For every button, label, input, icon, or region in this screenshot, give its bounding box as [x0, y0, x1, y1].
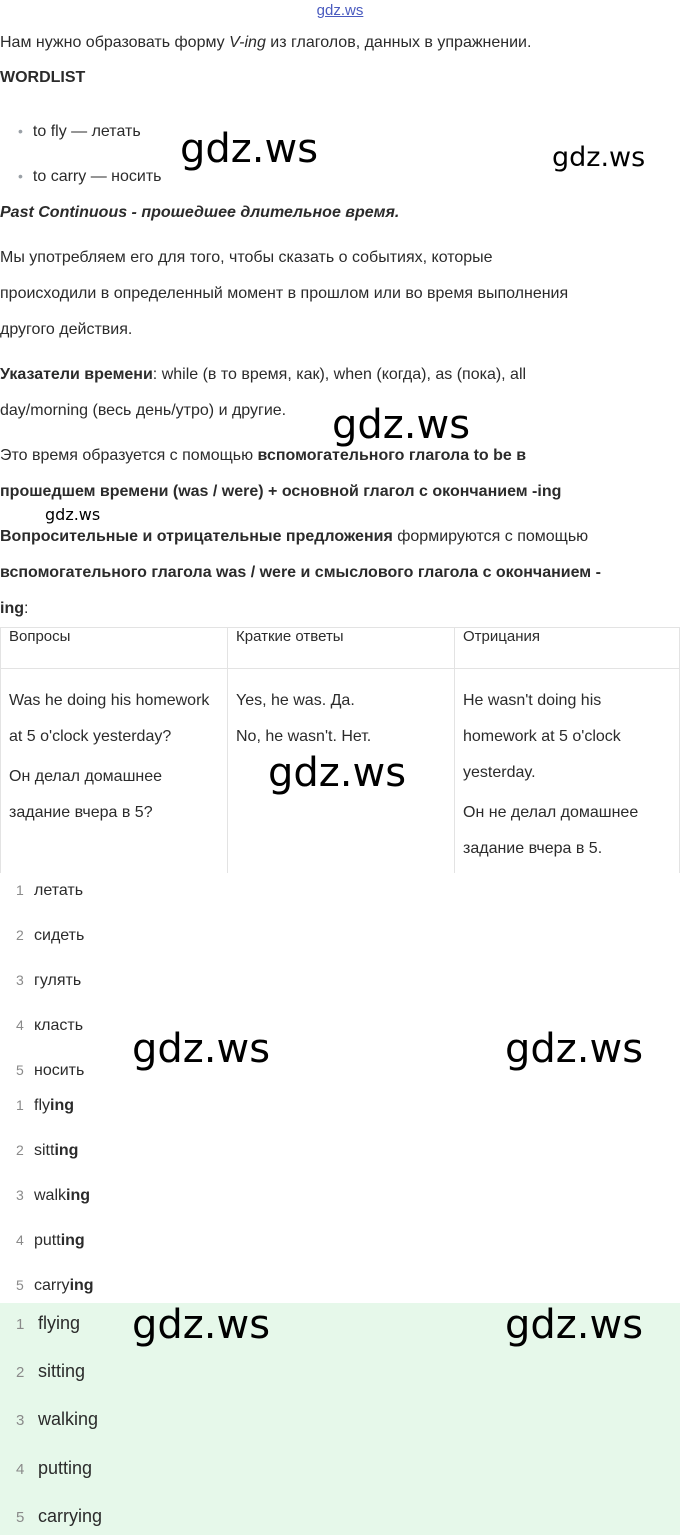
item-text: putting [38, 1458, 93, 1478]
item-number: 5 [16, 1509, 25, 1526]
usage-line: Мы употребляем его для того, чтобы сказать о событиях, которые [0, 249, 493, 266]
bullet-icon: • [18, 123, 23, 139]
item-stem: putt [34, 1232, 61, 1249]
time-markers-line [0, 365, 526, 385]
intro-text [0, 33, 531, 53]
table-header: Вопросы [1, 628, 228, 669]
questions-ing: ing [0, 600, 24, 617]
intro-prefix: Нам нужно образовать форму [0, 34, 230, 51]
usage-line: другого действия. [0, 321, 133, 338]
questions-line [0, 599, 28, 619]
time-markers-label: Указатели времени [0, 366, 153, 383]
watermark: gdz.ws [132, 1302, 271, 1348]
item-number: 1 [16, 1316, 25, 1333]
item-stem: walk [34, 1187, 67, 1204]
usage-line: происходили в определенный момент в прошлом или во время выполнения [0, 285, 569, 302]
theory-heading: Past Continuous - прошедшее длительное время. [0, 204, 400, 221]
item-number: 1 [16, 882, 24, 898]
item-number: 2 [16, 1142, 24, 1158]
cell-text: He wasn't doing his homework at 5 o'clock yesterday. [463, 692, 621, 781]
table-header-row [1, 628, 680, 669]
list-item [16, 1458, 92, 1479]
questions-line [0, 527, 588, 547]
watermark: gdz.ws [180, 126, 319, 172]
wordlist-item [18, 168, 161, 186]
watermark: gdz.ws [552, 142, 646, 173]
item-text: walking [38, 1409, 99, 1429]
item-ending: ing [60, 1232, 85, 1249]
list-item [16, 927, 84, 945]
list-item [16, 882, 83, 900]
watermark: gdz.ws [505, 1302, 644, 1348]
list-item [16, 1313, 80, 1334]
list-item [16, 1232, 85, 1250]
intro-suffix: из глаголов, данных в упражнении. [265, 34, 532, 51]
cell-text: Он делал домашнее задание вчера в 5? [9, 768, 163, 821]
item-number: 3 [16, 1187, 24, 1203]
cell-text: Yes, he was. Да. [236, 692, 355, 709]
item-number: 1 [16, 1097, 24, 1113]
item-text: сидеть [34, 927, 85, 944]
watermark: gdz.ws [45, 505, 101, 524]
item-stem: carry [34, 1277, 70, 1294]
item-ending: ing [54, 1142, 79, 1159]
item-text: гулять [34, 972, 82, 989]
table-cell [1, 669, 228, 874]
cell-text: Он не делал домашнее задание вчера в 5. [463, 804, 639, 857]
item-number: 4 [16, 1232, 24, 1248]
wordlist-title: WORDLIST [0, 69, 86, 86]
list-item [16, 1062, 84, 1080]
list-item [16, 1142, 78, 1160]
item-number: 5 [16, 1277, 24, 1293]
list-item [16, 972, 81, 990]
list-item [16, 1187, 90, 1205]
watermark: gdz.ws [268, 750, 407, 796]
table-header: Отрицания [455, 628, 680, 669]
table-cell [455, 669, 680, 874]
item-number: 2 [16, 927, 24, 943]
questions-bold: Вопросительные и отрицательные предложения [0, 528, 393, 545]
questions-rest: формируются с помощью [392, 528, 589, 545]
item-ending: ing [66, 1187, 91, 1204]
list-item [16, 1017, 83, 1035]
watermark: gdz.ws [332, 402, 471, 448]
wordlist-item-text: to carry — носить [32, 168, 162, 185]
watermark: gdz.ws [132, 1026, 271, 1072]
item-number: 5 [16, 1062, 24, 1078]
item-ending: ing [50, 1097, 74, 1114]
intro-vform: V-ing [229, 34, 266, 51]
questions-colon: : [24, 600, 29, 617]
item-text: carrying [38, 1506, 103, 1526]
item-text: носить [34, 1062, 85, 1079]
item-ending: ing [69, 1277, 94, 1294]
formation-line [0, 446, 526, 466]
item-number: 4 [16, 1461, 25, 1478]
list-item [16, 1277, 94, 1295]
wordlist-item-text: to fly — летать [32, 123, 141, 140]
formation-prefix: Это время образуется с помощью [0, 447, 258, 464]
watermark: gdz.ws [505, 1026, 644, 1072]
time-markers-line: day/morning (весь день/утро) и другие. [0, 402, 287, 419]
item-text: класть [34, 1017, 84, 1034]
formation-line: прошедшем времени (was / were) + основной глагол с окончанием -ing [0, 483, 562, 500]
item-number: 3 [16, 972, 24, 988]
table-header: Краткие ответы [228, 628, 455, 669]
cell-text: Was he doing his homework at 5 o'clock yesterday? [9, 692, 210, 745]
bullet-icon: • [18, 168, 23, 184]
item-text: летать [34, 882, 84, 899]
list-item [16, 1361, 85, 1382]
formation-bold: вспомогательного глагола to be в [257, 447, 527, 464]
cell-text: No, he wasn't. Нет. [236, 728, 372, 745]
item-text: sitting [38, 1361, 86, 1381]
item-stem: sitt [34, 1142, 55, 1159]
list-item [16, 1097, 74, 1115]
item-number: 4 [16, 1017, 24, 1033]
list-item [16, 1409, 98, 1430]
site-link[interactable]: gdz.ws [316, 2, 364, 19]
item-stem: fly [34, 1097, 50, 1114]
item-number: 3 [16, 1412, 25, 1429]
wordlist-item [18, 123, 141, 141]
questions-line: вспомогательного глагола was / were и смыслового глагола с окончанием - [0, 564, 601, 581]
time-markers-text: : while (в то время, как), when (когда), as (пока), all [152, 366, 527, 383]
item-text: flying [38, 1313, 81, 1333]
item-number: 2 [16, 1364, 25, 1381]
list-item [16, 1506, 102, 1527]
